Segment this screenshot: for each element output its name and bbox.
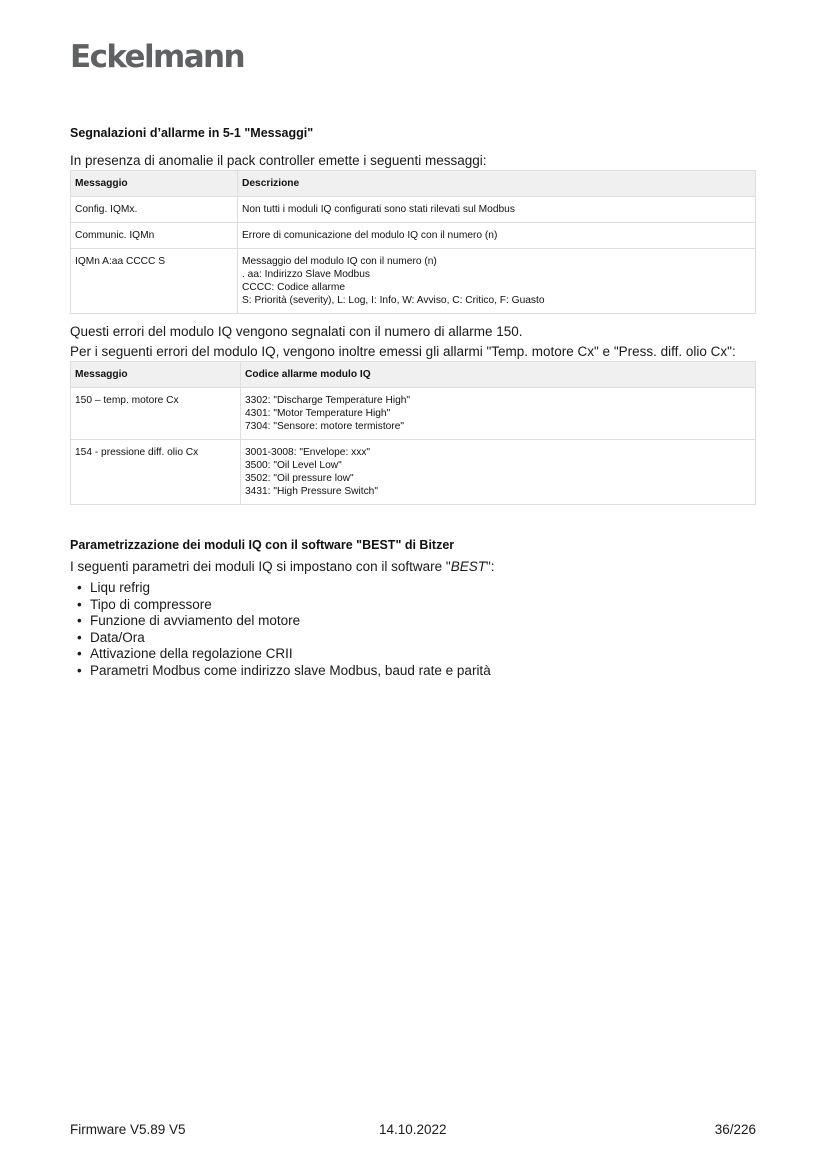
section-title-alarm-messages: Segnalazioni d’allarme in 5-1 "Messaggi" <box>70 126 314 140</box>
list-item-text: Attivazione della regolazione CRII <box>90 646 293 661</box>
table-header-row <box>71 362 756 388</box>
alarm-code-line: 3431: "High Pressure Switch" <box>245 486 378 497</box>
alarm-code-cell <box>241 440 756 505</box>
list-item <box>70 613 756 630</box>
best-intro-before: I seguenti parametri dei moduli IQ si impostano con il software " <box>70 559 451 574</box>
list-item <box>70 630 756 647</box>
description-line: S: Priorità (severity), L: Log, I: Info, W: Avviso, C: Critico, F: Guasto <box>242 295 545 306</box>
footer-date: 14.10.2022 <box>379 1122 447 1137</box>
list-item-text: Funzione di avviamento del motore <box>90 613 301 628</box>
bullet-icon: • <box>77 646 82 661</box>
list-item <box>70 597 756 614</box>
description-line: Non tutti i moduli IQ configurati sono stati rilevati sul Modbus <box>242 204 515 215</box>
company-logo: Eckelmann <box>70 39 244 75</box>
column-header-alarm-code: Codice allarme modulo IQ <box>241 362 756 388</box>
footer-firmware-version: Firmware V5.89 V5 <box>70 1122 186 1137</box>
table-row <box>71 197 756 223</box>
alarm-code-line: 3500: "Oil Level Low" <box>245 460 342 471</box>
column-header-description: Descrizione <box>238 171 756 197</box>
alarm-code-cell <box>241 388 756 440</box>
message-cell: Config. IQMx. <box>71 197 238 223</box>
alarm-code-line: 3502: "Oil pressure low" <box>245 473 354 484</box>
bullet-icon: • <box>77 596 82 612</box>
alarm-150-note: Questi errori del modulo IQ vengono segnalati con il numero di allarme 150. <box>70 324 523 339</box>
bullet-icon: • <box>77 629 82 645</box>
description-cell <box>238 249 756 314</box>
list-item-text: Data/Ora <box>90 629 145 645</box>
alarm-code-line: 7304: "Sensore: motore termistore" <box>245 421 404 432</box>
message-cell: IQMn A:aa CCCC S <box>71 249 238 314</box>
list-item <box>70 663 756 680</box>
best-intro-text <box>70 558 756 575</box>
page-content <box>70 124 756 679</box>
table-header-row <box>71 171 756 197</box>
description-cell <box>238 197 756 223</box>
alarm-intro-text: In presenza di anomalie il pack controller emette i seguenti messaggi: <box>70 153 487 168</box>
footer-page-number: 36/226 <box>714 1122 756 1137</box>
description-line: CCCC: Codice allarme <box>242 282 346 293</box>
messages-table <box>70 170 756 314</box>
bullet-icon: • <box>77 580 82 595</box>
list-item <box>70 646 756 663</box>
section-title-best-config: Parametrizzazione dei moduli IQ con il software "BEST" di Bitzer <box>70 538 455 552</box>
table-row <box>71 388 756 440</box>
alarm-code-line: 3302: "Discharge Temperature High" <box>245 395 411 406</box>
parameter-list <box>70 580 756 679</box>
best-software-name: BEST <box>450 559 486 574</box>
table-row <box>71 223 756 249</box>
bullet-icon: • <box>77 613 82 628</box>
alarm-code-line: 4301: "Motor Temperature High" <box>245 408 391 419</box>
description-line: Errore di comunicazione del modulo IQ con il numero (n) <box>242 230 498 241</box>
description-cell <box>238 223 756 249</box>
table-row <box>71 440 756 505</box>
alarm-code-line: 3001-3008: "Envelope: xxx" <box>245 447 371 458</box>
list-item <box>70 580 756 597</box>
alarm-codes-table <box>70 361 756 505</box>
list-item-text: Tipo di compressore <box>90 596 212 612</box>
additional-alarms-note: Per i seguenti errori del modulo IQ, vengono inoltre emessi gli allarmi "Temp. motore Cx" e "Press. diff. olio Cx": <box>70 344 736 359</box>
message-cell: 150 – temp. motore Cx <box>71 388 241 440</box>
description-line: . aa: Indirizzo Slave Modbus <box>242 269 370 280</box>
message-cell: 154 - pressione diff. olio Cx <box>71 440 241 505</box>
list-item-text: Liqu refrig <box>90 580 151 595</box>
description-line: Messaggio del modulo IQ con il numero (n) <box>242 256 437 267</box>
column-header-message: Messaggio <box>71 171 238 197</box>
best-intro-after: ": <box>485 559 495 574</box>
bullet-icon: • <box>77 662 82 678</box>
column-header-message: Messaggio <box>71 362 241 388</box>
table-row <box>71 249 756 314</box>
list-item-text: Parametri Modbus come indirizzo slave Modbus, baud rate e parità <box>90 662 491 678</box>
message-cell: Communic. IQMn <box>71 223 238 249</box>
